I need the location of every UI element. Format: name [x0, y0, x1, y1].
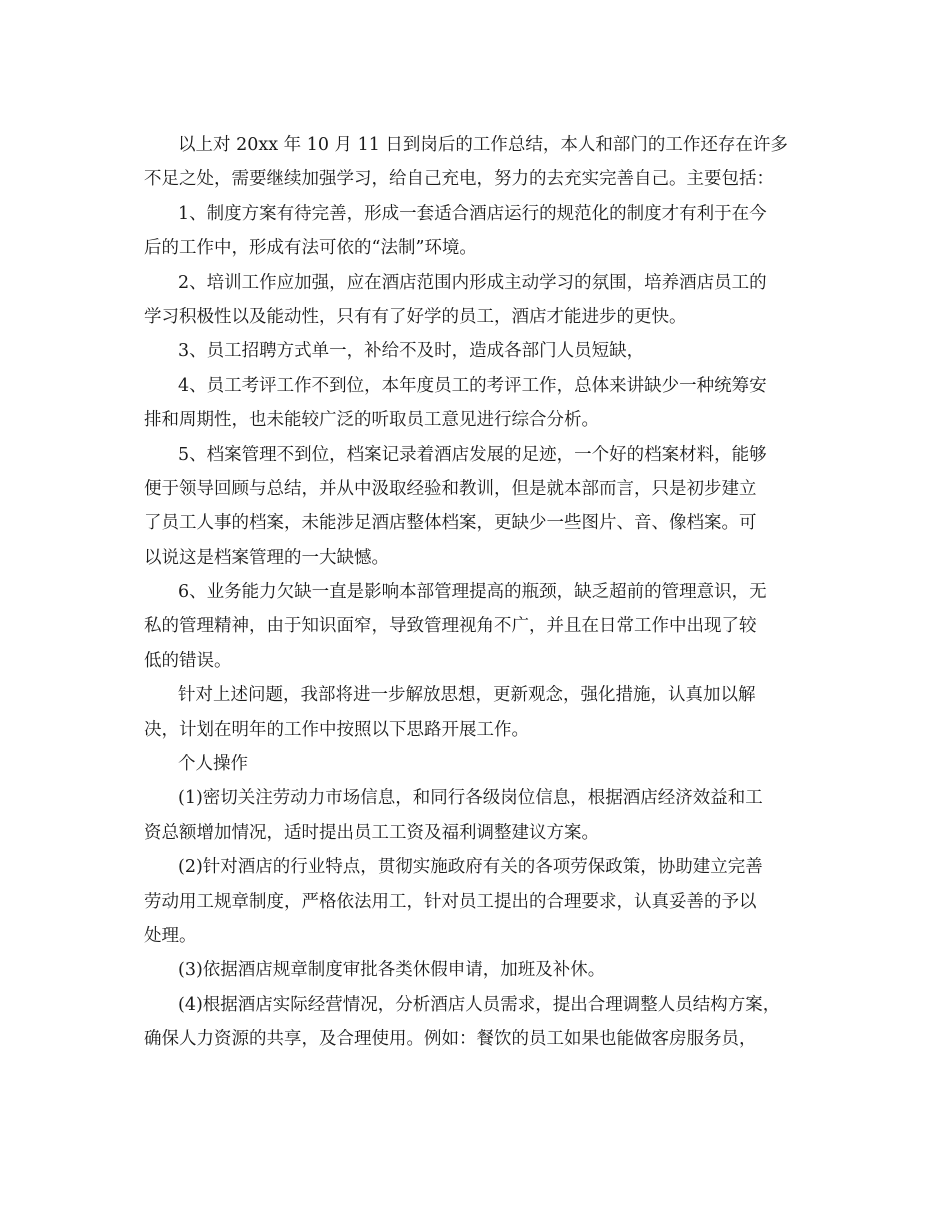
text-line: (2)针对酒店的行业特点，贯彻实施政府有关的各项劳保政策，协助建立完善 — [178, 857, 763, 878]
text-line: 私的管理精神，由于知识面窄，导致管理视角不广，并且在日常工作中出现了较 — [144, 616, 757, 637]
text-line: 以说这是档案管理的一大缺憾。 — [144, 547, 389, 568]
text-line: 不足之处，需要继续加强学习，给自己充电，努力的去充实完善自己。主要包括： — [144, 169, 774, 190]
text-line: (4)根据酒店实际经营情况，分析酒店人员需求，提出合理调整人员结构方案， — [178, 994, 781, 1015]
text-line: 4、员工考评工作不到位，本年度员工的考评工作，总体来讲缺少一种统筹安 — [178, 375, 767, 396]
text-line: 针对上述问题，我部将进一步解放思想，更新观念，强化措施，认真加以解 — [178, 685, 756, 706]
text-line: 以上对 20xx 年 10 月 11 日到岗后的工作总结，本人和部门的工作还存在许多 — [178, 135, 788, 155]
document-body — [144, 128, 834, 1057]
section-heading: 个人操作 — [178, 754, 248, 775]
text-line: 便于领导回顾与总结，并从中汲取经验和教训，但是就本部而言，只是初步建立 — [144, 478, 757, 499]
text-line: (3)依据酒店规章制度审批各类休假申请，加班及补休。 — [178, 960, 606, 981]
text-line: 处理。 — [144, 925, 197, 946]
text-line: 劳动用工规章制度，严格依法用工，针对员工提出的合理要求，认真妥善的予以 — [144, 891, 757, 912]
text-line: 排和周期性，也未能较广泛的听取员工意见进行综合分析。 — [144, 410, 599, 431]
text-line: 2、培训工作应加强，应在酒店范围内形成主动学习的氛围，培养酒店员工的 — [178, 272, 767, 293]
text-line: 了员工人事的档案，未能涉足酒店整体档案，更缺少一些图片、音、像档案。可 — [144, 513, 757, 534]
text-line: 后的工作中，形成有法可依的“法制”环境。 — [144, 238, 477, 259]
text-line: (1)密切关注劳动力市场信息，和同行各级岗位信息，根据酒店经济效益和工 — [178, 788, 763, 809]
text-line: 资总额增加情况，适时提出员工工资及福利调整建议方案。 — [144, 822, 599, 843]
text-line: 低的错误。 — [144, 650, 232, 671]
text-line: 1、制度方案有待完善，形成一套适合酒店运行的规范化的制度才有利于在今 — [178, 203, 767, 224]
text-line: 确保人力资源的共享，及合理使用。例如：餐饮的员工如果也能做客房服务员， — [144, 1029, 757, 1050]
text-line: 学习积极性以及能动性，只有有了好学的员工，酒店才能进步的更快。 — [144, 306, 687, 327]
text-line: 决，计划在明年的工作中按照以下思路开展工作。 — [144, 719, 529, 740]
text-line: 3、员工招聘方式单一，补给不及时，造成各部门人员短缺， — [178, 341, 645, 362]
text-line: 5、档案管理不到位，档案记录着酒店发展的足迹，一个好的档案材料，能够 — [178, 444, 767, 465]
text-line: 6、业务能力欠缺一直是影响本部管理提高的瓶颈，缺乏超前的管理意识，无 — [178, 582, 767, 603]
